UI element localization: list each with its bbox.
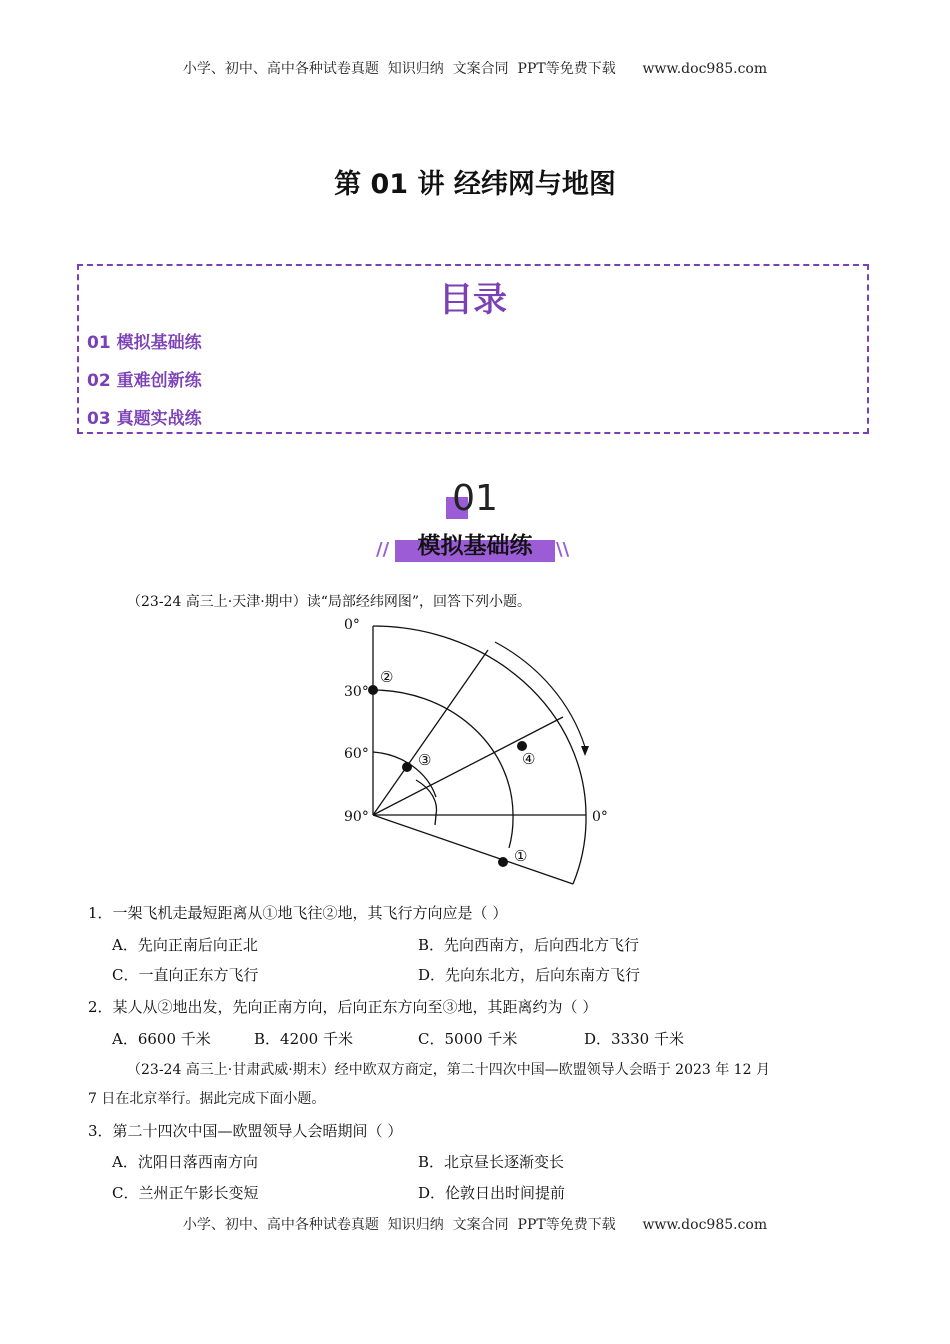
point-2-dot <box>368 685 378 695</box>
question-1-option-a[interactable]: A．先向正南后向正北 <box>112 936 258 954</box>
toc-box <box>77 264 869 434</box>
section-name: 模拟基础练 <box>417 533 533 559</box>
question-3-option-b[interactable]: B．北京昼长逐渐变长 <box>418 1153 565 1171</box>
page-footer: 小学、初中、高中各种试卷真题 知识归纳 文案合同 PPT等免费下载 www.doc985.com <box>182 1217 768 1233</box>
question-3-stem: 3．第二十四次中国—欧盟领导人会晤期间（ ） <box>88 1122 403 1140</box>
section-left-deco: // <box>376 539 390 560</box>
question-1-option-b[interactable]: B．先向西南方，后向西北方飞行 <box>418 936 640 954</box>
label-point-4: ④ <box>522 750 536 768</box>
question-3-option-c[interactable]: C．兰州正午影长变短 <box>112 1184 259 1202</box>
point-3-dot <box>402 762 412 772</box>
label-lat-90: 90° <box>344 809 369 825</box>
label-lat-0: 0° <box>344 617 360 633</box>
question-1-option-d[interactable]: D．先向东北方，后向东南方飞行 <box>418 966 641 984</box>
page-header: 小学、初中、高中各种试卷真题 知识归纳 文案合同 PPT等免费下载 www.doc985.com <box>182 61 768 77</box>
question-1-stem: 1．一架飞机走最短距离从①地飞往②地，其飞行方向应是（ ） <box>88 904 508 922</box>
question-1-option-c[interactable]: C．一直向正东方飞行 <box>112 966 259 984</box>
intro-text-2-line-2: 7 日在北京举行。据此完成下面小题。 <box>88 1091 326 1107</box>
question-2-option-b[interactable]: B．4200 千米 <box>254 1030 353 1048</box>
question-3-option-a[interactable]: A．沈阳日落西南方向 <box>112 1153 258 1171</box>
question-2-stem: 2．某人从②地出发，先向正南方向，后向正东方向至③地，其距离约为（ ） <box>88 998 598 1016</box>
question-2-option-a[interactable]: A．6600 千米 <box>112 1030 211 1048</box>
toc-item-1[interactable]: 01 模拟基础练 <box>87 333 202 353</box>
intro-text-2-line-1: （23-24 高三上·甘肃武威·期末）经中欧双方商定，第二十四次中国—欧盟领导人会晤于 2023 年 12 月 <box>127 1062 770 1078</box>
question-2-option-d[interactable]: D．3330 千米 <box>584 1030 684 1048</box>
toc-item-2[interactable]: 02 重难创新练 <box>87 371 202 391</box>
question-3-option-d[interactable]: D．伦敦日出时间提前 <box>418 1184 566 1202</box>
label-lat-60: 60° <box>344 746 369 762</box>
lat-lon-grid-figure <box>330 612 620 894</box>
rotation-arrow-head <box>581 746 589 756</box>
section-number: 01 <box>452 478 498 519</box>
meridian-lower-line <box>373 815 573 884</box>
rotation-arrow-arc <box>495 642 585 747</box>
label-lon-0: 0° <box>592 809 608 825</box>
label-point-1: ① <box>514 847 528 865</box>
label-lat-30: 30° <box>344 684 369 700</box>
label-point-3: ③ <box>418 751 432 769</box>
question-2-option-c[interactable]: C．5000 千米 <box>418 1030 518 1048</box>
point-1-dot <box>498 857 508 867</box>
section-right-deco: \\ <box>556 539 570 560</box>
toc-heading: 目录 <box>439 280 507 320</box>
toc-item-3[interactable]: 03 真题实战练 <box>87 409 202 429</box>
page-title: 第 01 讲 经纬网与地图 <box>334 169 616 200</box>
latitude-0-arc <box>373 626 586 884</box>
label-point-2: ② <box>380 668 394 686</box>
inner-angle-arc <box>416 780 437 825</box>
intro-text-1: （23-24 高三上·天津·期中）读“局部经纬网图”，回答下列小题。 <box>127 594 532 610</box>
